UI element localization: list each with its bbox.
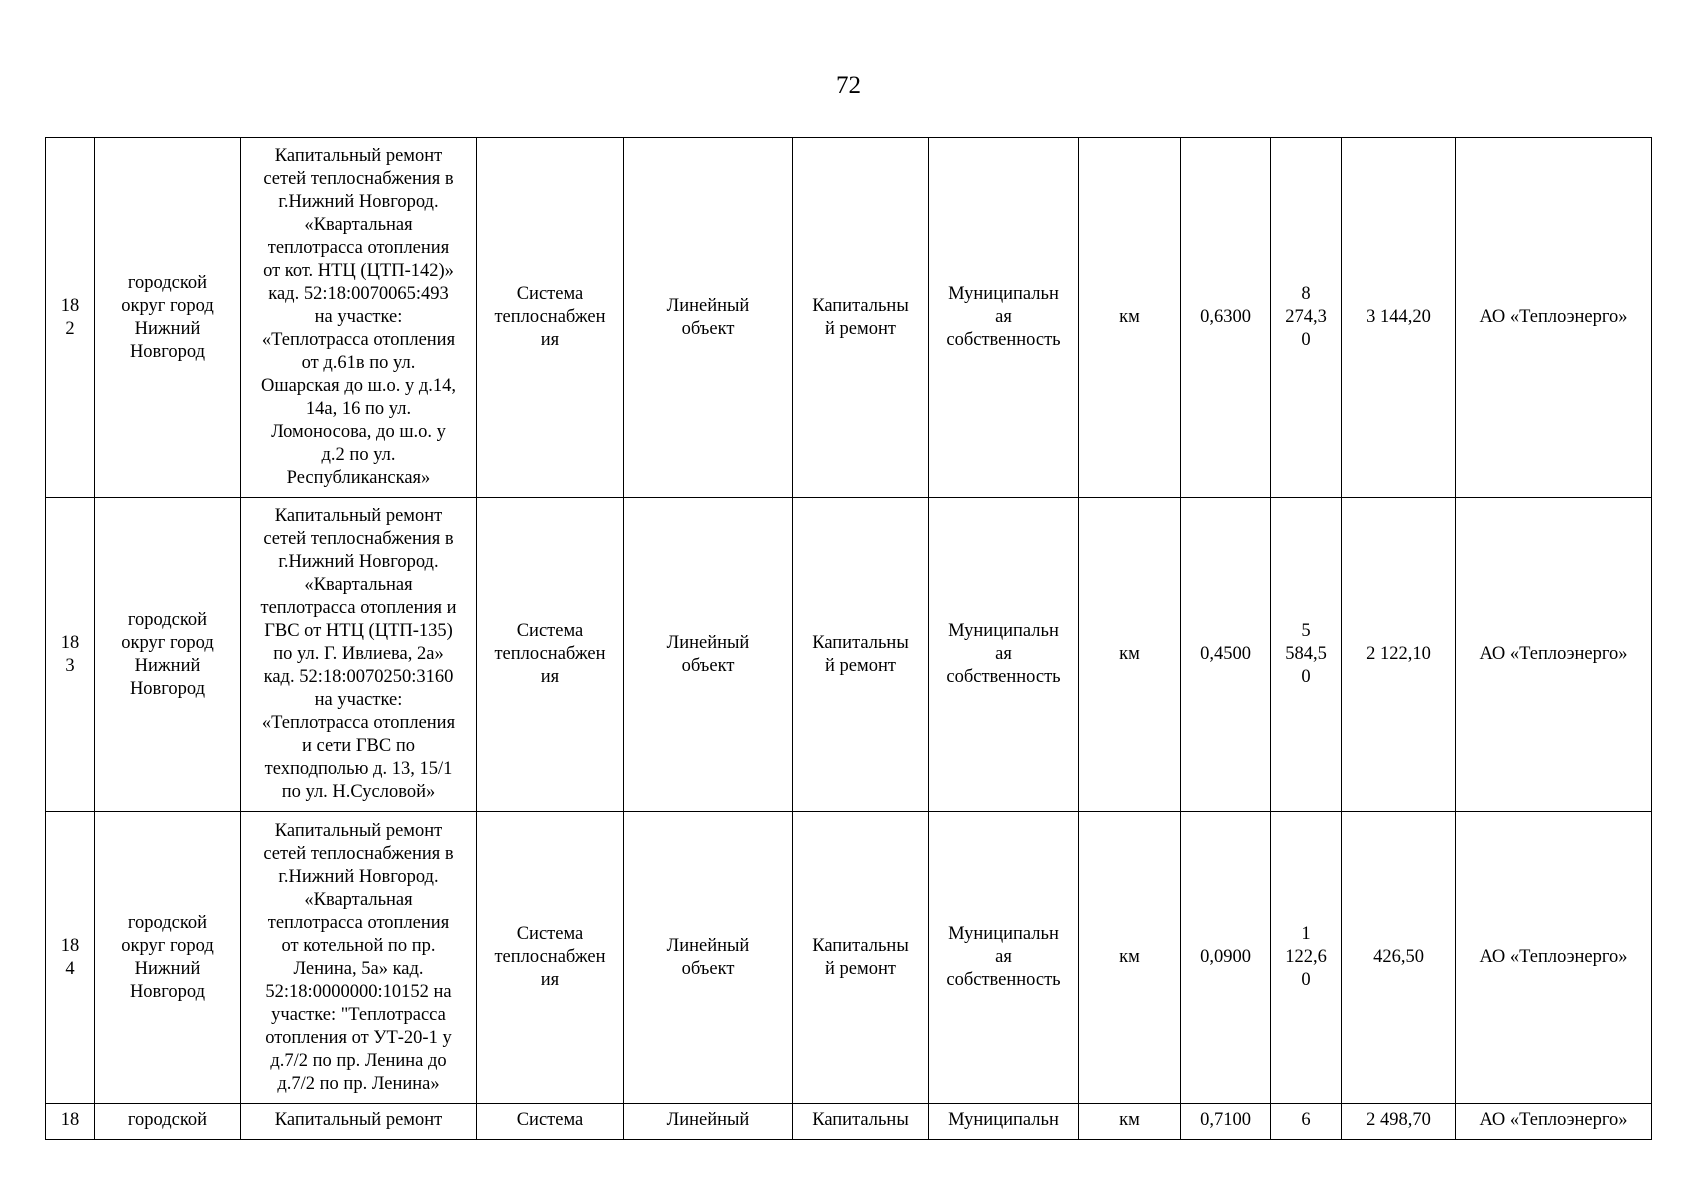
municipality-cell: городской округ город Нижний Новгород [95, 812, 241, 1104]
ownership-cell: Муниципальн [929, 1104, 1079, 1140]
unit-cell: км [1079, 812, 1181, 1104]
table-row [46, 812, 1652, 1104]
page-number: 72 [836, 72, 861, 99]
work-type-cell: Капитальны й ремонт [793, 138, 929, 498]
object-type-cell: Линейный объект [624, 138, 793, 498]
cost-cell: 5 584,5 0 [1271, 498, 1342, 812]
row-number-cell: 18 4 [46, 812, 95, 1104]
organization-cell: АО «Теплоэнерго» [1456, 498, 1652, 812]
length-cell: 0,6300 [1181, 138, 1271, 498]
municipality-cell: городской [95, 1104, 241, 1140]
row-number-cell: 18 [46, 1104, 95, 1140]
work-type-cell: Капитальны [793, 1104, 929, 1140]
ownership-cell: Муниципальн ая собственность [929, 812, 1079, 1104]
amount-cell: 3 144,20 [1342, 138, 1456, 498]
row-number-cell: 18 3 [46, 498, 95, 812]
object-type-cell: Линейный объект [624, 498, 793, 812]
amount-cell: 426,50 [1342, 812, 1456, 1104]
object-type-cell: Линейный объект [624, 812, 793, 1104]
organization-cell: АО «Теплоэнерго» [1456, 812, 1652, 1104]
table-row [46, 498, 1652, 812]
ownership-cell: Муниципальн ая собственность [929, 138, 1079, 498]
amount-cell: 2 498,70 [1342, 1104, 1456, 1140]
cost-cell: 6 [1271, 1104, 1342, 1140]
work-type-cell: Капитальны й ремонт [793, 812, 929, 1104]
description-cell: Капитальный ремонт сетей теплоснабжения в г.Нижний Новгород. «Квартальная теплотрасса отопления от котельной по пр. Ленина, 5а» кад. 52:18:0000000:10152 на участке: "Теплотрасса отопления от УТ-20-1 у д.7/2 по пр. Ленина до д.7/2 по пр. Ленина» [241, 812, 477, 1104]
municipality-cell: городской округ город Нижний Новгород [95, 498, 241, 812]
system-cell: Система теплоснабжен ия [477, 498, 624, 812]
organization-cell: АО «Теплоэнерго» [1456, 138, 1652, 498]
description-cell: Капитальный ремонт [241, 1104, 477, 1140]
municipality-cell: городской округ город Нижний Новгород [95, 138, 241, 498]
system-cell: Система теплоснабжен ия [477, 138, 624, 498]
cost-cell: 8 274,3 0 [1271, 138, 1342, 498]
table-row [46, 1104, 1652, 1140]
registry-table [45, 137, 1652, 1140]
organization-cell: АО «Теплоэнерго» [1456, 1104, 1652, 1140]
system-cell: Система [477, 1104, 624, 1140]
ownership-cell: Муниципальн ая собственность [929, 498, 1079, 812]
amount-cell: 2 122,10 [1342, 498, 1456, 812]
description-cell: Капитальный ремонт сетей теплоснабжения в г.Нижний Новгород. «Квартальная теплотрасса отопления и ГВС от НТЦ (ЦТП-135) по ул. Г. Ивлиева, 2а» кад. 52:18:0070250:3160 на участке: «Теплотрасса отопления и сети ГВС по техподполью д. 13, 15/1 по ул. Н.Сусловой» [241, 498, 477, 812]
length-cell: 0,4500 [1181, 498, 1271, 812]
unit-cell: км [1079, 1104, 1181, 1140]
work-type-cell: Капитальны й ремонт [793, 498, 929, 812]
description-cell: Капитальный ремонт сетей теплоснабжения в г.Нижний Новгород. «Квартальная теплотрасса отопления от кот. НТЦ (ЦТП-142)» кад. 52:18:0070065:493 на участке: «Теплотрасса отопления от д.61в по ул. Ошарская до ш.о. у д.14, 14а, 16 по ул. Ломоносова, до ш.о. у д.2 по ул. Республиканская» [241, 138, 477, 498]
table-row [46, 138, 1652, 498]
length-cell: 0,7100 [1181, 1104, 1271, 1140]
object-type-cell: Линейный [624, 1104, 793, 1140]
row-number-cell: 18 2 [46, 138, 95, 498]
unit-cell: км [1079, 498, 1181, 812]
cost-cell: 1 122,6 0 [1271, 812, 1342, 1104]
system-cell: Система теплоснабжен ия [477, 812, 624, 1104]
length-cell: 0,0900 [1181, 812, 1271, 1104]
unit-cell: км [1079, 138, 1181, 498]
